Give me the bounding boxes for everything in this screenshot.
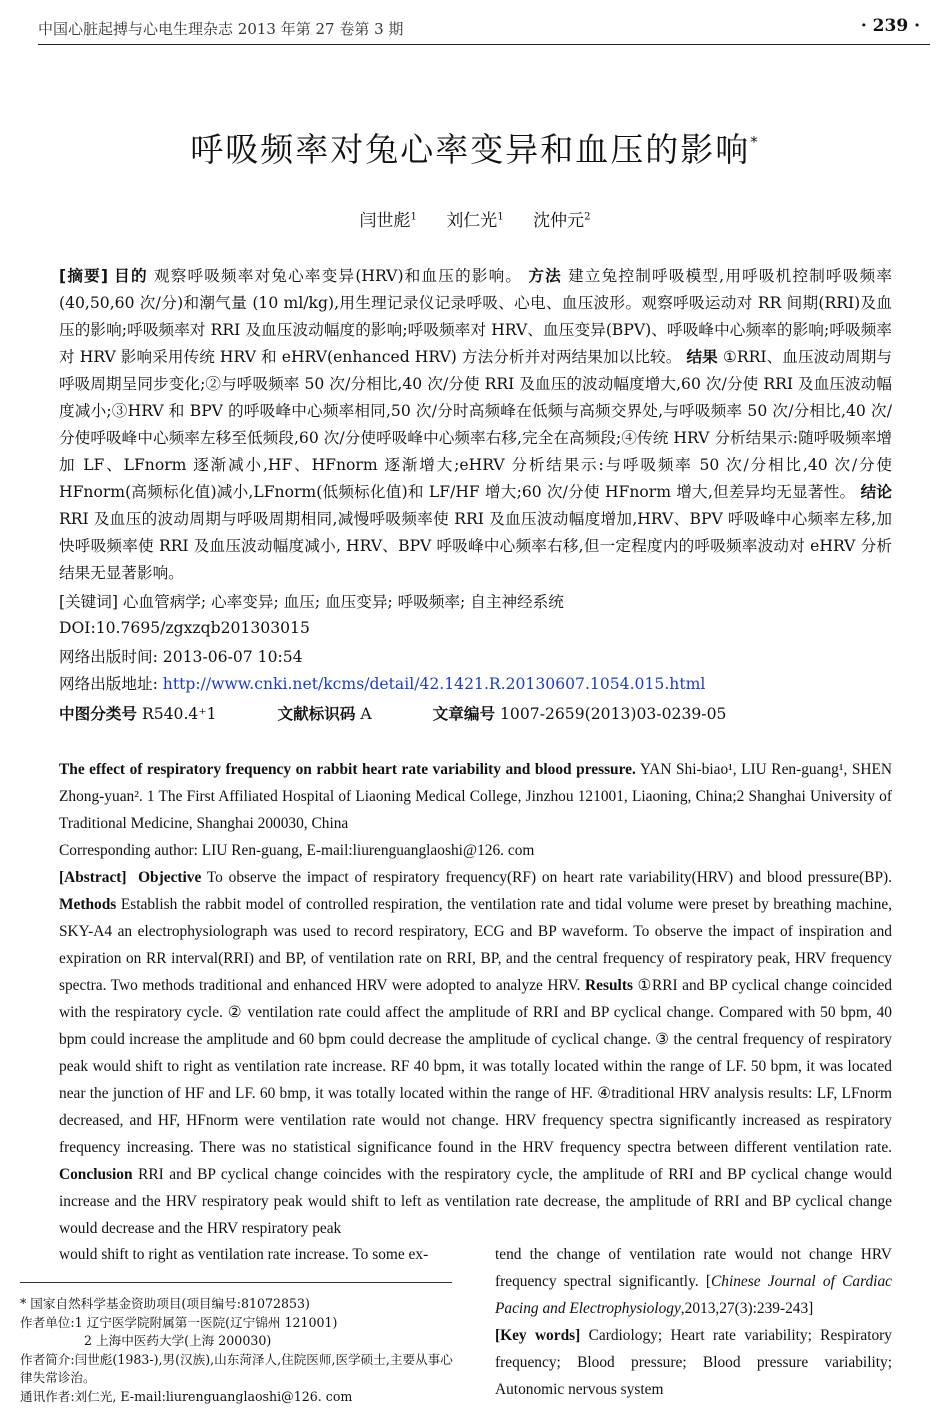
en-conclusion-text: RRI and BP cyclical change coincides with the respiratory cycle, the amplitude of RRI and BP cyclical change would increase and the HRV respiratory peak would shift to left as ventilation rate decrease, the amplitude of RRI and BP cyclical change would decrease and the HRV respiratory peak bbox=[59, 1166, 892, 1237]
article-no-value: 1007-2659(2013)03-0239-05 bbox=[500, 705, 727, 723]
author-list bbox=[0, 206, 950, 231]
keywords-text: 心血管病学; 心率变异; 血压; 血压变异; 呼吸频率; 自主神经系统 bbox=[122, 593, 564, 611]
online-url-label: 网络出版地址: bbox=[59, 675, 158, 693]
en-methods-text: Establish the rabbit model of controlled respiration, the ventilation rate and tidal volume were preset by breathing machine, SKY-A4 an electrophysiolograph was used to record respiratory, ECG and BP waveform. To observe the impact of inspiration and expiration on RR interval(RRI) and BP, of ventilation rate on RRI, BP, and the central frequency of respiratory peak, HRV frequency spectra. Two methods traditional and enhanced HRV were adopted to analyze HRV. bbox=[59, 896, 892, 994]
doi: DOI:10.7695/zgxzqb201303015 bbox=[59, 619, 310, 637]
title-footnote-mark: * bbox=[750, 133, 760, 151]
corresponding-author: Corresponding author: LIU Ren-guang, E-mail:liurenguanglaoshi@126. com bbox=[59, 842, 535, 859]
conclusion-label: 结论 bbox=[860, 483, 892, 501]
online-url-link[interactable]: http://www.cnki.net/kcms/detail/42.1421.R.20130607.1054.015.html bbox=[162, 675, 706, 693]
english-authors-affiliation: YAN Shi-biao¹, LIU Ren-guang¹, SHEN Zhong-yuan². 1 The First Affiliated Hospital of Liaoning Medical College, Jinzhou 121001, Liaoning, China;2 Shanghai University of Traditional Medicine, Shanghai 200030, China bbox=[59, 761, 893, 832]
en-keywords-text: Cardiology; Heart rate variability; Respiratory frequency; Blood pressure; Blood pressure variability; Autonomic nervous system bbox=[495, 1327, 892, 1398]
author bbox=[446, 211, 503, 231]
right-column bbox=[495, 1241, 892, 1403]
objective-label: 目的 bbox=[114, 267, 148, 285]
unit-note-2: 2 上海中医药大学(上海 200030) bbox=[84, 1333, 272, 1348]
conclusion-text: RRI 及血压的波动周期与呼吸周期相同,减慢呼吸频率使 RRI 及血压波动幅度增加,HRV、BPV 呼吸峰中心频率左移,加快呼吸频率使 RRI 及血压波动幅度减小, HRV、BPV 呼吸峰中心频率右移,但一定程度内的呼吸频率波动对 eHRV 分析结果无显著影响。 bbox=[59, 510, 893, 582]
classification-row bbox=[59, 702, 782, 724]
article-title bbox=[0, 124, 950, 171]
en-methods-label: Methods bbox=[59, 896, 117, 913]
en-objective-label: Objective bbox=[138, 869, 202, 886]
en-keywords-row bbox=[495, 1322, 892, 1403]
english-title: The effect of respiratory frequency on rabbit heart rate variability and blood pressure. bbox=[59, 761, 636, 778]
author bbox=[360, 211, 417, 231]
contact-note: 通讯作者:刘仁光, E-mail:liurenguanglaoshi@126. com bbox=[20, 1388, 353, 1404]
author-affil-mark: 1 bbox=[410, 211, 417, 223]
keywords-label: [关键词] bbox=[59, 593, 118, 611]
en-results-text: ①RRI and BP cyclical change coincided with the respiratory cycle. ② ventilation rate could affect the amplitude of RRI and BP cyclical change. Compared with 50 bpm, 40 bpm could increase the amplitude and 60 bpm could decrease the amplitude of cyclical change. ③ the central frequency of respiratory peak would shift to right as ventilation rate increase. RF 40 bpm, it was totally located within the range of LF. 50 bpm, it was located near the junction of HF and LF. 60 bmp, it was totally located within the range of HF. ④traditional HRV analysis results: LF, LFnorm decreased, and HF, HFnorm were ventilation rate would not change. HRV frequency spectra significantly increased as respiratory frequency increasing. There was no statistical significance found in the HRV frequency spectra between different ventilation rate. bbox=[59, 977, 892, 1156]
en-abstract-label: [Abstract] bbox=[59, 869, 127, 886]
fund-note: * 国家自然科学基金资助项目(项目编号:81072853) bbox=[20, 1296, 310, 1311]
unit-note-1: 作者单位:1 辽宁医学院附属第一医院(辽宁锦州 121001) bbox=[20, 1314, 338, 1330]
title-text: 呼吸频率对兔心率变异和血压的影响 bbox=[190, 130, 751, 169]
author-affil-mark: 1 bbox=[497, 211, 504, 223]
class-label: 中图分类号 bbox=[59, 705, 137, 723]
author-name: 沈仲元 bbox=[533, 211, 585, 231]
page-number: · 239 · bbox=[860, 16, 920, 36]
online-time-row bbox=[59, 645, 303, 667]
methods-text: 建立兔控制呼吸模型,用呼吸机控制呼吸频率(40,50,60 次/分)和潮气量 (10 ml/kg),用生理记录仪记录呼吸、心电、血压波形。观察呼吸运动对 RR 间期(RRI)及血压的影响;呼吸频率对 RRI 及血压波动幅度的影响;呼吸频率对 HRV、血压变异(BPV)、呼吸峰中心频率的影响;呼吸频率对 HRV 影响采用传统 HRV 和 eHRV(enhanced HRV) 方法分析并对两结果加以比较。 bbox=[59, 267, 892, 366]
en-conclusion-label: Conclusion bbox=[59, 1166, 133, 1183]
en-results-label: Results bbox=[585, 977, 633, 994]
chinese-abstract bbox=[59, 263, 892, 587]
journal-info: 中国心脏起搏与心电生理杂志 2013 年第 27 卷第 3 期 bbox=[38, 20, 404, 38]
keywords-row bbox=[59, 590, 564, 612]
footnote-divider bbox=[20, 1282, 452, 1283]
author-affil-mark: 2 bbox=[584, 211, 591, 223]
author-bio: 作者简介:闫世彪(1983-),男(汉族),山东菏泽人,住院医师,医学硕士,主要从事心律失常诊治。 bbox=[20, 1351, 453, 1385]
author-name: 闫世彪 bbox=[359, 211, 411, 231]
english-title-block bbox=[59, 756, 892, 837]
left-column-continuation: would shift to right as ventilation rate increase. To some ex- bbox=[59, 1246, 429, 1263]
results-label: 结果 bbox=[686, 348, 718, 366]
online-time: 2013-06-07 10:54 bbox=[162, 648, 303, 666]
running-header bbox=[38, 14, 930, 45]
doc-code-value: A bbox=[360, 705, 372, 723]
author bbox=[533, 211, 590, 231]
methods-label: 方法 bbox=[528, 267, 562, 285]
en-objective-text: To observe the impact of respiratory frequency(RF) on heart rate variability(HRV) and blood pressure(BP). bbox=[206, 869, 892, 886]
doc-code-label: 文献标识码 bbox=[277, 705, 356, 723]
online-url-row bbox=[59, 672, 705, 694]
objective-text: 观察呼吸频率对兔心率变异(HRV)和血压的影响。 bbox=[153, 267, 523, 285]
results-text: ①RRI、血压波动周期与呼吸周期呈同步变化;②与呼吸频率 50 次/分相比,40 次/分使 RRI 及血压的波动幅度增大,60 次/分使 RRI 及血压波动幅度减小;③HRV 和 BPV 的呼吸峰中心频率相同,50 次/分时高频峰在低频与高频交界处,与呼吸频率 50 次/分相比,40 次/分使呼吸峰中心频率左移至低频段,60 次/分使呼吸峰中心频率右移,完全在高频段;④传统 HRV 分析结果示:随呼吸频率增加 LF、LFnorm 逐渐减小,HF、HFnorm 逐渐增大;eHRV 分析结果示:与呼吸频率 50 次/分相比,40 次/分使 HFnorm(高频标化值)减小,LFnorm(低频标化值)和 LF/HF 增大;60 次/分使 HFnorm 增大,但差异均无显著性。 bbox=[59, 348, 892, 501]
abstract-label: [摘要] bbox=[59, 267, 109, 285]
author-name: 刘仁光 bbox=[446, 211, 498, 231]
article-no-label: 文章编号 bbox=[432, 705, 496, 723]
right-column-text: tend the change of ventilation rate would not change HRV frequency spectral significantly. [ bbox=[495, 1246, 892, 1290]
footnotes bbox=[20, 1295, 460, 1406]
class-value: R540.4⁺1 bbox=[141, 705, 217, 723]
citation-journal: Chinese Journal of Cardiac Pacing and Electrophysiology bbox=[495, 1273, 892, 1317]
citation-tail: ,2013,27(3):239-243] bbox=[680, 1300, 814, 1317]
en-keywords-label: [Key words] bbox=[495, 1327, 581, 1344]
english-abstract bbox=[59, 756, 892, 1242]
english-abstract-body bbox=[59, 864, 892, 1242]
online-time-label: 网络出版时间: bbox=[59, 648, 158, 666]
